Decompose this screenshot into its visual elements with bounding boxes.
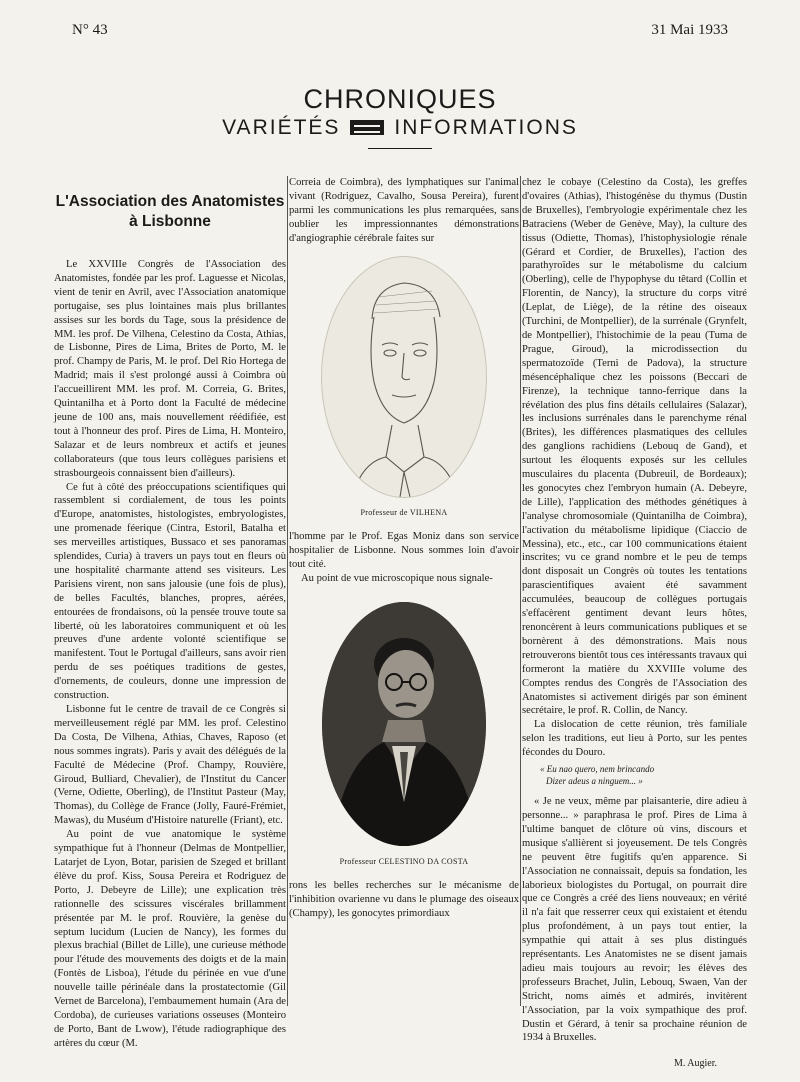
- portrait-sketch: [322, 257, 486, 497]
- issue-number: N° 43: [72, 22, 108, 38]
- column-divider: [287, 176, 288, 1006]
- column-1: [54, 176, 286, 1051]
- author-signature: M. Augier.: [673, 1058, 717, 1070]
- paragraph: Lisbonne fut le centre de travail de ce Congrès si merveilleusement réglé par MM. les prof. Celestino Da Costa, De Vilhena, Athias, Chaves, Raposo (et nous sommes ingrats). Paris y avait des délégués de la Faculté de Médecine (Prof. Champy, Rouvière, Giroud, Bulliard, Chevalier), de l'Institut du Cancer (Verne, Odiette, Oberling), de l'Institut Pasteur (May, Thomas), du Collège de France (Jolly, Fauré-Frémiet, Mawas), du Muséum d'Histoire naturelle (Friant), etc.: [54, 704, 286, 827]
- paragraph: l'homme par le Prof. Egas Moniz dans son service hospitalier de Lisbonne. Nous sommes loin d'avoir tout cité.: [289, 531, 519, 571]
- section-title: CHRONIQUES: [303, 84, 497, 114]
- paragraph: « Je ne veux, même par plaisanterie, dire adieu à personne... » paraphrasa le prof. Pires de Lima à l'ultime banquet de clôture où vins, discours et musique s'allièrent si joyeusement. De tels Congrès ne peuvent être fugitifs qu'en apparence. Si l'Association ne connaissait, depuis sa fondation, les laborieux biologistes du Portugal, on pourrait dire que ce Congrès a créé des liens nouveaux; en vérité il n'a fait que resserrer ceux qui existaient et étendu plus profondément, à un pays tout entier, la sympathie qui attait à ses plus distingués représentants. Les Anatomistes ne se disent jamais adieu mais toujours au revoir; les élèves des professeurs Brachet, Julin, Lebouq, Swaen, Van der Stricht, noms aimés et admirés, invitèrent l'Association, par la voix sympathique des prof. Dustin et Gérard, à tenir sa prochaine réunion de 1934 à Bruxelles.: [522, 796, 747, 1044]
- issue-date: 31 Mai 1933: [651, 22, 728, 38]
- paragraph: chez le cobaye (Celestino da Costa), les greffes d'ovaires (Athias), l'histogénèse du thymus (Dustin de Bruxelles), l'embryologie expérimentale chez les Batraciens (Weber de Genève, May), la culture des tissus (Odiette, Thomas), l'histophysiologie rénale (Gérard et Cordier, de Bruxelles), l'action des parathyroïdes sur le métabolisme du calcium (Oberling), celle de l'hypophyse du têtard (Collin et Florentin, de Nancy), la structure du corps vitré (Leplat, de Liège), de la rétine des oiseaux (Turchini, de Montpellier), de la surrénale (Grynfelt, de Montpellier), l'histochimie de la peau (Tuma de Prague, Giroud), la microdissection du spermatozoïde (Terni de Padova), la structure mésencéphalique chez les poissons (Beccari de Firenze), la technique tanno-ferrique dans la révélation des plus fins détails cellulaires (Salazar), les inclusions surrénales dans le parenchyme rénal (Brites), les différences plasmatiques des cellules des ganglions rachidiens (Lebouq de Gand), et surtout les éloquents exposés sur les cellules musculaires du placenta (Dubreuil, de Bordeaux); les gonocytes chez l'embryon humain (A. Debeyre, de Lille), l'application des méthodes génétiques à l'analyse chromosomiale (Quintanilha de Coimbra), l'activation du métabolisme lipidique (Ciaccio de Messina), etc., etc., car 100 communications étaient inscrites; vu ce grand nombre et le peu de temps dont disposait un Congrès où toutes les tentations parascientifiques avaient été savamment accumulées, beaucoup de collègues portugais s'effacèrent gentiment devant leurs hôtes, renoncèrent à leurs communications publiques et se bornèrent à des démonstrations. Mais nous retrouverons bientôt tous ces intéressants travaux qui formeront la matière du XXVIIIe volume des Comptes rendus des Congrès de l'Association des Anatomistes si activement dirigés par son éminent secrétaire, le prof. R. Collin, de Nancy.: [522, 177, 747, 717]
- section-subtitle: [0, 116, 800, 140]
- paragraph: Le XXVIIIe Congrès de l'Association des Anatomistes, fondée par les prof. Laguesse et Nicolas, vient de tenir en Avril, avec l'Association anatomique portugaise, ses plus lointaines mais plus brillantes assises sur les bords du Tage, sous la présidence de MM. les prof. De Vilhena, Celestino da Costa, Athias, de Lisbonne, Pires de Lima, Brites de Porto, M. le prof. Champy de Paris, M. le prof. Del Rio Hortega de Madrid; mais il s'est prolongé aussi à Coimbra où l'accueillirent MM. les prof. M. Correia, G. Brites, Quintanilha et à Porto dont la Faculté de médecine jeune de 100 ans, mais nouvellement réédifiée, est tout à l'honneur des prof. Pires de Lima, H. Monteiro, Salazar et de leurs nombreux et actifs et jeunes collaborateurs (que tous leurs collègues parisiens et strasbourgeois connaissent bien d'ailleurs).: [54, 259, 286, 479]
- title-rule: [368, 148, 432, 149]
- column-divider: [520, 176, 521, 1006]
- subtitle-left: VARIÉTÉS: [222, 116, 341, 139]
- portrait-celestino: [289, 602, 519, 851]
- portrait-photo: [322, 602, 486, 846]
- portrait-vilhena: [289, 256, 519, 503]
- ornament-icon: [350, 120, 384, 135]
- verse-quote: [540, 764, 747, 787]
- column-3: [522, 176, 747, 1071]
- paragraph: Au point de vue anatomique le système sympathique fut à l'honneur (Delmas de Montpellier, Latarjet de Lyon, Botar, parisien de Szeged et brillant élève du prof. Kiss, Sousa Pereira et Rodriguez de Porto, J. Debeyre de Lille); une explication très rationnelle des scissures viscérales brillamment présentée par M. le prof. Rouvière, la genèse du septum lucidum (Lucien de Nancy), les formes du plexus brachial (Billet de Lille), une curieuse méthode pour l'étude des mouvements des doigts et de la main (Fontès de Lisboa), l'étude du périnée en vue d'une nouvelle taille périnéale dans la prostatectomie (Gil Vernet de Barcelona), l'embaumement humain (Ara de Cordoba), de curieuses variations osseuses (Monteiro de Porto, Bant de Lwow), l'étude radiographique des artères du cœur (M.: [54, 829, 286, 1049]
- caption-celestino: Professeur CELESTINO DA COSTA: [339, 856, 469, 866]
- verse-line: « Eu nao quero, nem brincando: [540, 764, 655, 775]
- verse-line: Dizer adeus a ninguem... »: [546, 775, 643, 786]
- subtitle-right: INFORMATIONS: [394, 116, 578, 139]
- paragraph: Ce fut à côté des préoccupations scientifiques qui rassemblent si cordialement, de tous les points d'Europe, anatomistes, histologistes, embryologistes, une promenade féerique (Cintra, Estoril, Batalha et ses merveilles artistiques, Bussaco et ses panoramas splendides, Curia) à travers un pays tout en fleurs où une hospitalité charmante attend ses visiteurs. Les Parisiens virent, non sans jalousie (une fois de plus), de belles Facultés, blanches, propres, aérées, entourées de frondaisons, où la pensée trouve toute sa liberté, où les laboratoires communiquent et où les preuves d'une ardente volonté scientifique se manifestent. Tout le Portugal d'ailleurs, sans avoir rien perdu de ses poétiques traditions de gestes, d'ornements, de couleurs, donne une impression de construction.: [54, 481, 286, 702]
- column-2: [289, 176, 519, 921]
- paragraph: La dislocation de cette réunion, très familiale selon les traditions, eut lieu à Porto, sur les pentes fécondes du Douro.: [522, 719, 747, 759]
- paragraph: Correia de Coimbra), des lymphatiques sur l'animal vivant (Rodriguez, Cavalho, Sousa Pereira), furent parmi les communications les plus remarquées, sans oublier les impressionnantes démonstrations d'angiographie cérébrale faites sur: [289, 177, 519, 244]
- article-title: L'Association des Anatomistes à Lisbonne: [55, 193, 285, 230]
- paragraph: rons les belles recherches sur le mécanisme de l'inhibition ovarienne vu dans le plumage des oiseaux (Champy), les gonocytes primordiaux: [289, 879, 519, 919]
- paragraph: Au point de vue microscopique nous signale-: [301, 573, 493, 585]
- caption-vilhena: Professeur de VILHENA: [360, 508, 448, 518]
